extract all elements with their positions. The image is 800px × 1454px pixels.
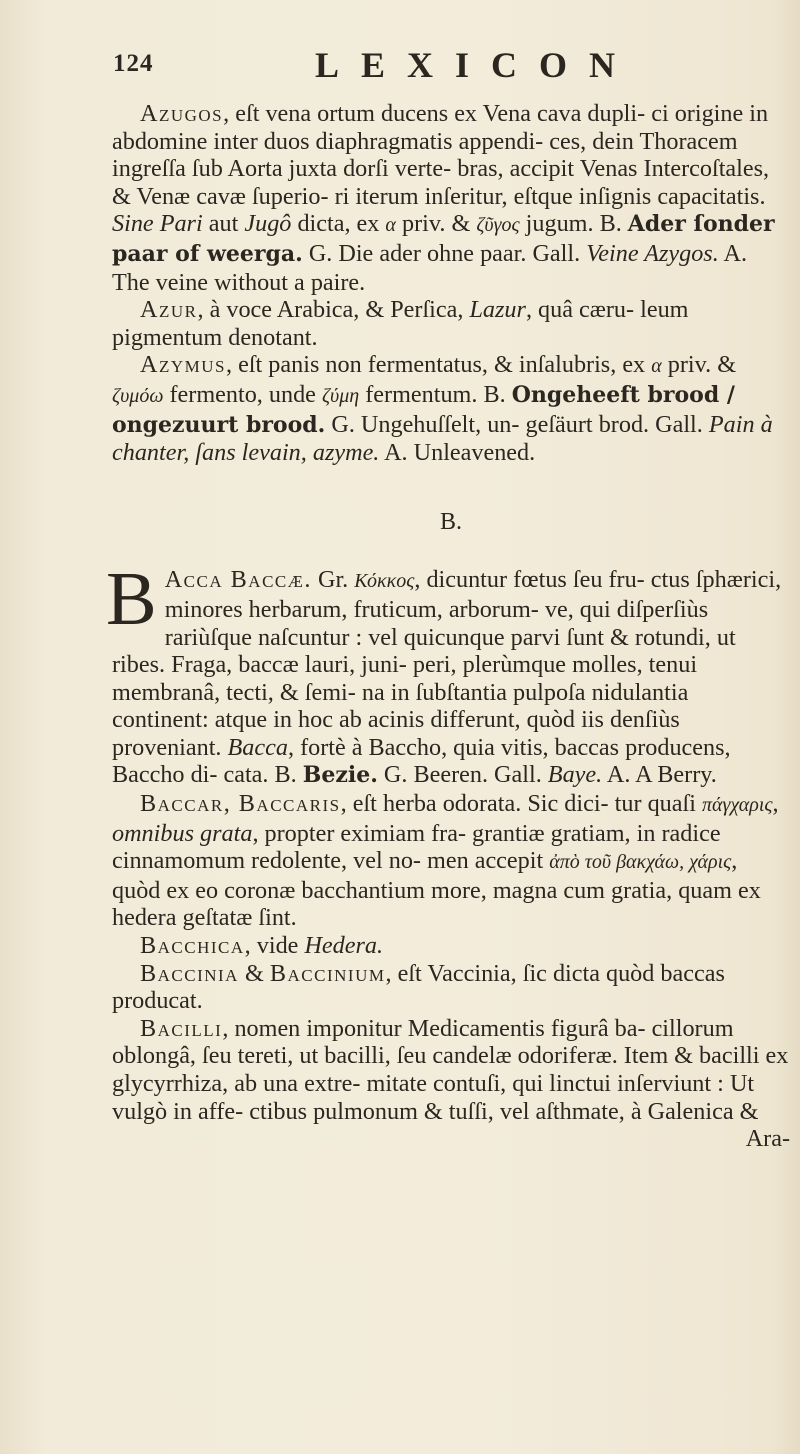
entry-headword: Baccinium — [269, 959, 386, 987]
entry-azur: Azur, à voce Arabica, & Perſica, Lazur, quâ cæru- leum pigmentum denotant. — [112, 296, 689, 351]
entry-bacca: B Acca Baccæ. Gr. Κόκκος, dicuntur fœtus ſeu fru- ctus ſphærici, minores herbarum, fruticum, arborum- ve, qui diſperſiùs rariùſque naſcuntur : vel quicunque parvi ſunt & rotundi, ut ribes. Fraga, baccæ lauri, juni- peri, plerùmque molles, tenui membranâ, tecti, & ſemi- na in ſubſtantia pulpoſa nidulantia continent: atque in hoc ab acinis differunt, quòd iis denſiùs proveniant. Bacca, fortè à Baccho, quia vitis, baccas producens, Baccho di- cata. B. Bezie. G. Beeren. Gall. Baye. A. A Berry. — [106, 557, 782, 789]
page-header — [113, 44, 800, 94]
entry-bacilli: Bacilli, nomen imponitur Medicamentis figurâ ba- cillorum oblongâ, ſeu tereti, ut bacilli, ſeu candelæ odoriferæ. Item & bacilli ex glycyrrhiza, ab una extre- mitate contuſi, qui linctui inſerviunt : Ut vulgò in affe- ctibus pulmonum & tuſſi, vel aſthmate, à Galenica & — [112, 1014, 789, 1125]
entry-headword: Bacilli — [140, 1014, 223, 1042]
entry-azugos: Azugos, eſt vena ortum ducens ex Vena cava dupli- ci origine in abdomine inter duos diaphragmatis appendi- ces, dein Thoracem ingreſſa ſub Aorta juxta dorſi verte- bras, accipit Venas Intercoſtales, & Venæ cavæ ſuperio- ri iterum inſeritur, eſtque inſignis capacitatis. Sine Pari aut Jugô dicta, ex α priv. & ζῦγος jugum. B. Ader ſonder paar of weerga. G. Die ader ohne paar. Gall. Veine Azygos. A. The veine without a paire. — [112, 100, 775, 296]
blackletter-dutch: Ader ſonder paar of weerga. — [112, 211, 775, 267]
entry-headword: Azymus — [140, 351, 226, 379]
entry-azymus: Azymus, eſt panis non fermentatus, & inſalubris, ex α priv. & ζυμόω fermento, unde ζύμη fermentum. B. Ongeheeft brood / ongezuurt brood. G. Ungehuſſelt, un- geſäurt brod. Gall. Pain à chanter, ſans levain, azyme. A. Unleavened. — [112, 351, 773, 467]
entry-headword: Bacchica — [140, 932, 245, 960]
catchword: Ara- — [745, 1125, 790, 1153]
entry-bacchica: Bacchica, vide Hedera. — [140, 932, 384, 960]
entry-headword: Acca Baccæ. — [164, 566, 312, 594]
blackletter-dutch: Ongeheeft brood / ongezuurt brood. — [112, 381, 735, 438]
entry-headword: Azur — [140, 296, 198, 324]
page-body — [106, 100, 790, 1153]
entry-baccar: Baccar, Baccaris, eſt herba odorata. Sic dici- tur quaſi πάγχαρις, omnibus grata, propter eximiam fra- grantiæ gratiam, in radice cinnamomum redolente, vel no- men accepit ἀπὸ τοῦ βακχάω, χάρις, quòd ex eo coronæ bacchantium more, magna cum gratia, quam ex hedera geſtatæ ſint. — [112, 790, 779, 932]
entry-headword: Baccar, Baccaris — [140, 790, 341, 818]
entry-headword: Azugos — [140, 100, 224, 127]
blackletter-dutch: Bezie. — [302, 762, 378, 789]
entry-headword: Baccinia — [140, 959, 239, 987]
drop-cap: B — [106, 557, 157, 642]
entry-baccinia: Baccinia & Baccinium, eſt Vaccinia, ſic dicta quòd baccas producat. — [112, 959, 725, 1015]
running-title: LEXICON — [315, 45, 638, 85]
page-number: 124 — [113, 50, 154, 77]
section-letter: B. — [439, 508, 462, 535]
